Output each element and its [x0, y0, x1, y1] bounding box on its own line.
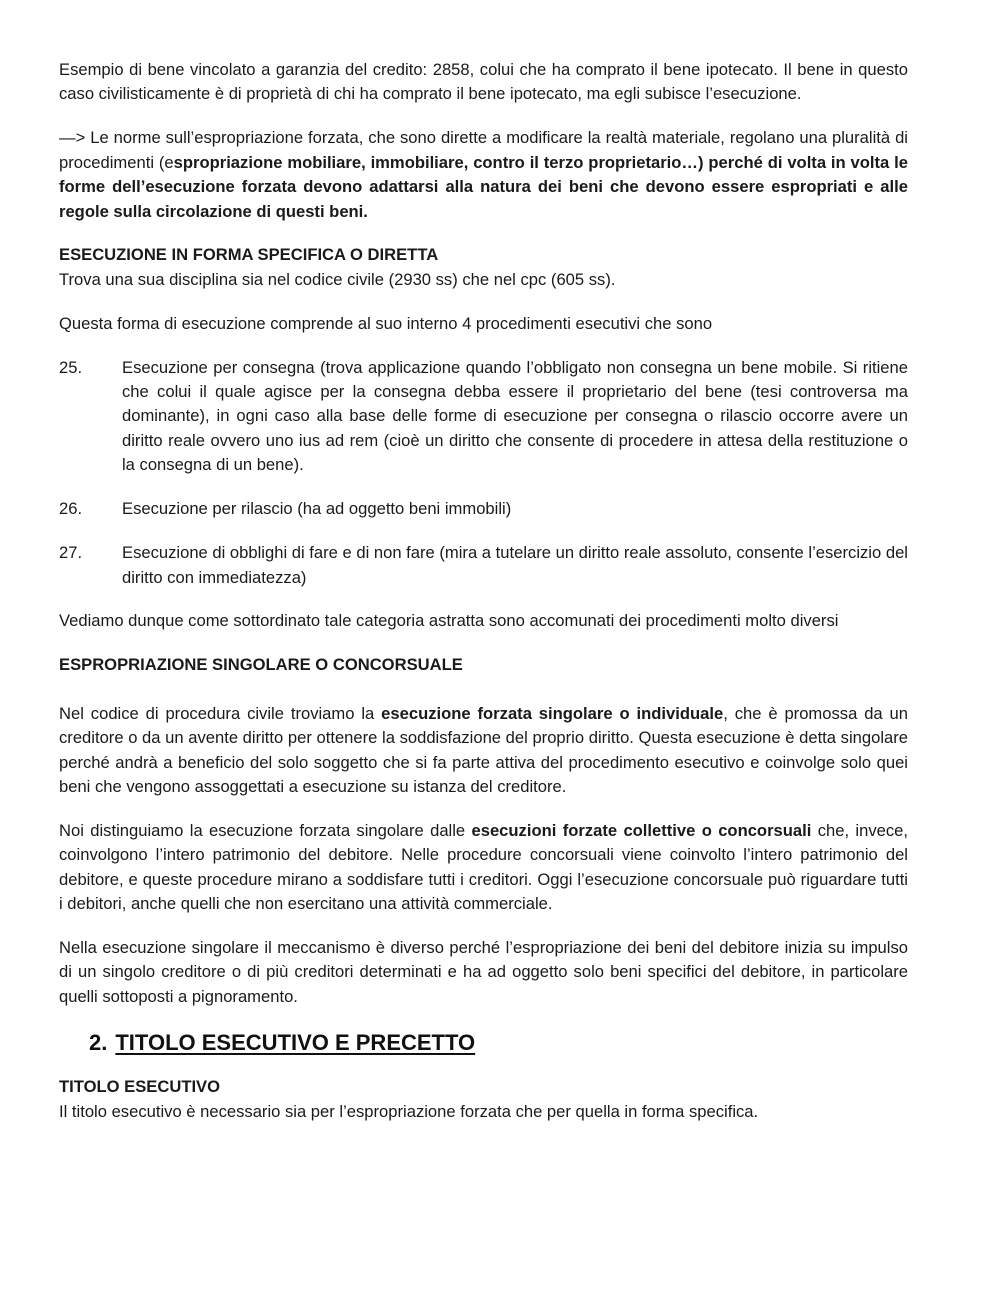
paragraph-meccanismo: Nella esecuzione singolare il meccanismo è diverso perché l’espropriazione dei beni del debitore inizia su impulso di un singolo creditore o di più creditori determinati e ha ad oggetto solo beni specifici del debitore, in particolare quelli sottoposti a pignoramento.	[59, 937, 908, 1006]
paragraph-bene-vincolato: Esempio di bene vincolato a garanzia del credito: 2858, colui che ha comprato il bene ipotecato. Il bene in questo caso civilisticamente è di proprietà di chi ha comprato il bene ipotecato, ma egli subisce l’esecuzione.	[59, 60, 908, 104]
paragraph-esecuzione-singolare	[59, 702, 908, 800]
list-item-number: 26.	[59, 499, 83, 519]
heading-espropriazione-singolare: ESPROPRIAZIONE SINGOLARE O CONCORSUALE	[59, 655, 463, 675]
section-title: TITOLO ESECUTIVO E PRECETTO	[115, 1030, 476, 1056]
paragraph-text: Noi distinguiamo la esecuzione forzata singolare dalle	[59, 820, 472, 840]
list-item-text: Esecuzione per consegna (trova applicazione quando l’obbligato non consegna un bene mobile. Si ritiene che colui il quale agisce per la consegna debba essere il proprietario del bene (tesi controversa ma dominante), in ogni caso alla base delle forme di esecuzione per consegna o rilascio occorre avere un diritto reale ovvero uno ius ad rem (cioè un diritto che consente di procedere in attesa della restituzione o la consegna di un bene).	[122, 357, 908, 475]
paragraph-text: , che è promossa da un creditore o da un avente diritto per ottenere la soddisfazione del proprio diritto. Questa esecuzione è detta singolare perché andrà a beneficio del solo soggetto che si fa parte attiva del procedimento esecutivo e coinvolge solo quei beni che vengono assoggettati a esecuzione su istanza del creditore.	[59, 703, 909, 796]
list-item	[59, 541, 908, 590]
paragraph-vediamo: Vediamo dunque come sottordinato tale categoria astratta sono accomunati dei procedimenti molto diversi	[59, 611, 839, 631]
paragraph-disciplina: Trova una sua disciplina sia nel codice civile (2930 ss) che nel cpc (605 ss).	[59, 269, 616, 289]
section-heading	[89, 1029, 908, 1057]
heading-titolo-esecutivo: TITOLO ESECUTIVO	[59, 1077, 221, 1097]
list-item	[59, 356, 908, 478]
paragraph-bold-text: esecuzione forzata singolare o individuale	[381, 703, 724, 723]
list-item-number: 27.	[59, 543, 83, 563]
paragraph-procedimenti-esecutivi: Questa forma di esecuzione comprende al suo interno 4 procedimenti esecutivi che sono	[59, 313, 713, 333]
section-number: 2.	[89, 1030, 108, 1056]
heading-esecuzione-forma-specifica: ESECUZIONE IN FORMA SPECIFICA O DIRETTA	[59, 245, 439, 265]
paragraph-norme-espropriazione	[59, 126, 908, 224]
paragraph-titolo-necessario: Il titolo esecutivo è necessario sia per l’espropriazione forzata che per quella in forma specifica.	[59, 1101, 759, 1121]
list-item-number: 25.	[59, 357, 83, 377]
paragraph-bold-text: spropriazione mobiliare, immobiliare, contro il terzo proprietario…) perché di volta in volta le forme dell’esecuzione forzata devono adattarsi alla natura dei beni che devono essere espropriati e alle regole sulla circolazione di questi beni.	[59, 152, 909, 221]
paragraph-bold-text: esecuzioni forzate collettive o concorsuali	[471, 820, 812, 840]
paragraph-text: Nel codice di procedura civile troviamo la	[59, 703, 382, 723]
list-item-text: Esecuzione di obblighi di fare e di non fare (mira a tutelare un diritto reale assoluto, consente l’esercizio del diritto con immediatezza)	[122, 543, 908, 587]
paragraph-esecuzioni-collettive	[59, 819, 908, 917]
list-item	[59, 497, 908, 521]
list-item-text: Esecuzione per rilascio (ha ad oggetto beni immobili)	[122, 499, 512, 519]
paragraph-text: che, invece, coinvolgono l’intero patrimonio del debitore. Nelle procedure concorsuali viene coinvolto l’intero patrimonio del debitore, e queste procedure mirano a soddisfare tutti i creditori. Oggi l’esecuzione concorsuale può riguardare tutti i debitori, anche quelli che non esercitano una attività commerciale.	[59, 820, 908, 914]
paragraph-lead-text: —> Le norme sull’espropriazione forzata, che sono dirette a modificare la realtà materiale, regolano una pluralità di procedimenti (e	[59, 128, 908, 172]
